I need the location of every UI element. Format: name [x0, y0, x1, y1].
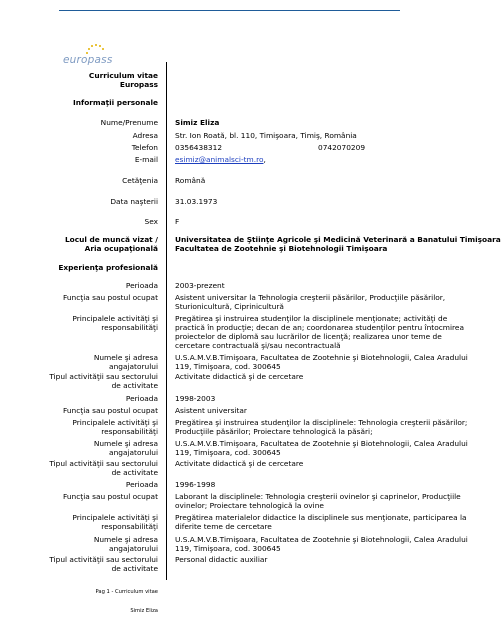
phone-value: 0356438312: [175, 143, 223, 152]
column-divider: [166, 62, 167, 580]
period-value: 2003-prezent: [175, 281, 225, 290]
employer-label-line2: angajatorului: [109, 448, 158, 457]
workplace-label-line1: Locul de muncă vizat /: [64, 235, 158, 244]
activities-value-line2: diferite teme de cercetare: [175, 522, 272, 531]
email-label: E-mail: [134, 155, 158, 164]
type-label-line1: Tipul activităţii sau sectorului: [49, 372, 158, 381]
activities-value-line2: practică în producţie; decan de an; coordonarea studenţilor pentru întocmirea: [175, 323, 464, 332]
name-value: Simiz Eliza: [175, 118, 220, 127]
employer-label-line2: angajatorului: [109, 544, 158, 553]
activities-value-line2: Producţiile păsărilor; Proiectare tehnologică la păsări;: [175, 427, 373, 436]
position-value-line2: ovinelor; Proiectare tehnologică la ovine: [175, 501, 324, 510]
activities-label-line2: responsabilităţi: [101, 427, 158, 436]
europass-logo: [63, 43, 133, 71]
activities-label-line1: Principalele activităţi şi: [72, 314, 158, 323]
activities-value-line1: Pregătirea şi instruirea studenţilor la disciplinele: Tehnologia creşterii păsărilor;: [175, 418, 468, 427]
activities-value-line3: proiectelor de diplomă sau lucrărilor de licenţă; realizarea unor teme de: [175, 332, 442, 341]
position-value-line2: Sturionicultură, Ciprinicultură: [175, 302, 284, 311]
type-label-line1: Tipul activităţii sau sectorului: [49, 555, 158, 564]
type-label-line2: de activitate: [111, 468, 158, 477]
workplace-value-line1: Universitatea de Ştiinţe Agricole şi Medicină Veterinară a Banatului Timişoara: [175, 235, 501, 244]
address-value: Str. Ion Roată, bl. 110, Timişoara, Timiş, România: [175, 131, 357, 140]
activities-label-line1: Principalele activităţi şi: [72, 513, 158, 522]
position-label: Funcţia sau postul ocupat: [63, 406, 158, 415]
phone-label: Telefon: [131, 143, 158, 152]
sex-label: Sex: [144, 217, 158, 226]
cv-title-line1: Curriculum vitae: [88, 71, 158, 80]
email-row: [175, 155, 266, 164]
employer-label-line1: Numele şi adresa: [93, 353, 158, 362]
employer-label-line1: Numele şi adresa: [93, 535, 158, 544]
employer-label-line2: angajatorului: [109, 362, 158, 371]
employer-value-line2: 119, Timişoara, cod. 300645: [175, 544, 281, 553]
section-personal-info: Informaţii personale: [72, 98, 158, 107]
type-label-line1: Tipul activităţii sau sectorului: [49, 459, 158, 468]
type-label-line2: de activitate: [111, 564, 158, 573]
section-experience: Experienţa profesională: [58, 263, 158, 272]
type-value: Personal didactic auxiliar: [175, 555, 268, 564]
period-value: 1998-2003: [175, 394, 216, 403]
footer-name-line: Simiz Eliza: [130, 608, 158, 614]
position-label: Funcţia sau postul ocupat: [63, 293, 158, 302]
type-value: Activitate didactică şi de cercetare: [175, 372, 304, 381]
employer-label-line1: Numele şi adresa: [93, 439, 158, 448]
type-value: Activitate didactică şi de cercetare: [175, 459, 304, 468]
period-value: 1996-1998: [175, 480, 216, 489]
activities-label-line2: responsabilităţi: [101, 522, 158, 531]
employer-value-line1: U.S.A.M.V.B.Timişoara, Facultatea de Zootehnie şi Biotehnologii, Calea Aradului: [175, 353, 468, 362]
activities-value-line1: Pregătirea şi instruirea studenţilor la disciplinele menţionate; activităţi de: [175, 314, 448, 323]
position-label: Funcţia sau postul ocupat: [63, 492, 158, 501]
type-label-line2: de activitate: [111, 381, 158, 390]
email-link[interactable]: esimiz@animalsci-tm.ro: [175, 155, 264, 164]
position-value-line1: Laborant la disciplinele: Tehnologia creşterii ovinelor şi caprinelor, Producţiile: [175, 492, 461, 501]
workplace-value-line2: Facultatea de Zootehnie şi Biotehnologii Timişoara: [175, 244, 388, 253]
activities-label-line2: responsabilităţi: [101, 323, 158, 332]
employer-value-line2: 119, Timişoara, cod. 300645: [175, 448, 281, 457]
citizenship-value: Română: [175, 176, 206, 185]
employer-value-line1: U.S.A.M.V.B.Timişoara, Facultatea de Zootehnie şi Biotehnologii, Calea Aradului: [175, 439, 468, 448]
position-value-line1: Asistent universitar: [175, 406, 247, 415]
period-label: Perioada: [125, 281, 158, 290]
birth-value: 31.03.1973: [175, 197, 218, 206]
email-suffix: ,: [263, 155, 266, 164]
citizenship-label: Cetăţenia: [122, 176, 158, 185]
employer-value-line2: 119, Timişoara, cod. 300645: [175, 362, 281, 371]
europass-logo-text: europass: [63, 54, 113, 66]
activities-label-line1: Principalele activităţi şi: [72, 418, 158, 427]
cv-title-line2: Europass: [119, 80, 158, 89]
employer-value-line1: U.S.A.M.V.B.Timişoara, Facultatea de Zootehnie şi Biotehnologii, Calea Aradului: [175, 535, 468, 544]
top-rule: [59, 10, 400, 11]
period-label: Perioada: [125, 480, 158, 489]
workplace-label-line2: Aria ocupaţională: [84, 244, 158, 253]
position-value-line1: Asistent universitar la Tehnologia creşterii păsărilor, Producţiile păsărilor,: [175, 293, 446, 302]
period-label: Perioada: [125, 394, 158, 403]
birth-label: Data naşterii: [110, 197, 158, 206]
address-label: Adresa: [132, 131, 158, 140]
footer-page-line: Pag 1 - Curriculum vitae: [95, 589, 158, 595]
activities-value-line4: cercetare contractuală şi/sau necontractuală: [175, 341, 341, 350]
name-label: Nume/Prenume: [100, 118, 158, 127]
mobile-value: 0742070209: [318, 143, 366, 152]
activities-value-line1: Pregătirea materialelor didactice la disciplinele sus menţionate, participarea la: [175, 513, 467, 522]
sex-value: F: [175, 217, 180, 226]
